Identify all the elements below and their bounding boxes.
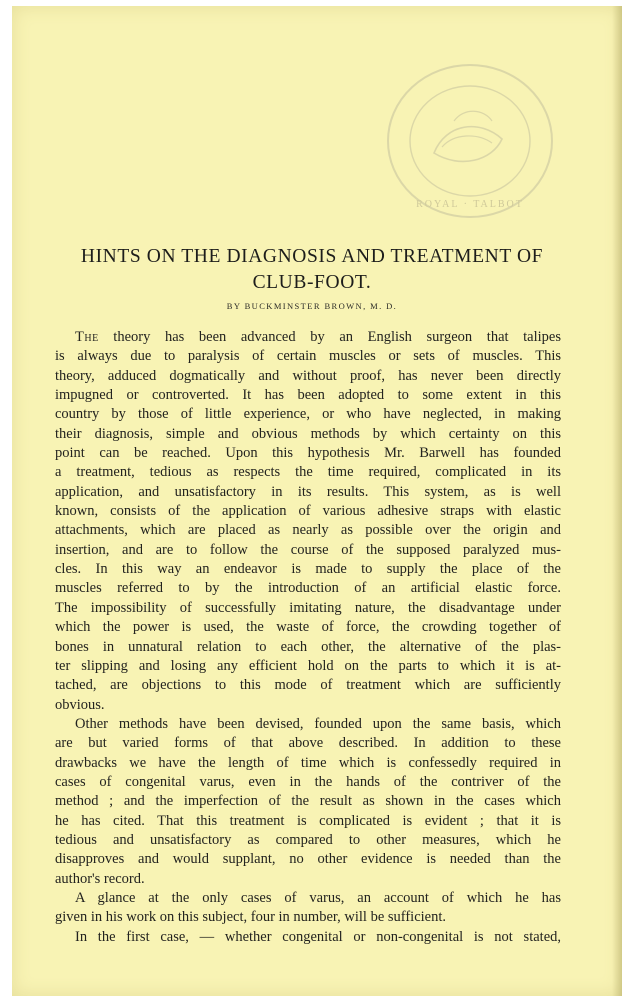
opening-word: The: [75, 329, 99, 345]
text-line: he has cited. That this treatment is complicated is evident ; that it is: [55, 812, 561, 829]
text-line: is always due to paralysis of certain muscles or sets of muscles. This: [55, 348, 561, 365]
text-line: Other methods have been devised, founded upon the same basis, which: [75, 715, 561, 732]
text-line: A glance at the only cases of varus, an account of which he has: [75, 889, 561, 906]
title-line: CLUB-FOOT.: [252, 272, 372, 293]
byline: BY BUCKMINSTER BROWN, M. D.: [226, 301, 398, 311]
text-line: cases of congenital varus, even in the hands of the contriver of the: [55, 773, 561, 790]
text-line: point can be reached. Upon this hypothesis Mr. Barwell has founded: [55, 445, 561, 462]
article-body: [55, 328, 561, 947]
text-line: impugned or controverted. It has been adopted to some extent in this: [55, 387, 561, 404]
text-line: obvious.: [55, 696, 105, 713]
title-line: HINTS ON THE DIAGNOSIS AND TREATMENT OF: [80, 246, 544, 267]
text-line: their diagnosis, simple and obvious methods by which certainty on this: [55, 425, 561, 442]
text-line: ter slipping and losing any efficient hold on the parts to which it is at-: [55, 657, 561, 674]
book-page: [12, 6, 622, 996]
text-line: bones in unnatural relation to each other, the alternative of the plas-: [55, 638, 561, 655]
stamp-text: ROYAL · TALBOT: [416, 199, 524, 210]
text-line: which the power is used, the waste of force, the crowding together of: [55, 619, 561, 636]
text-line: [55, 328, 561, 347]
text-line: The impossibility of successfully imitating nature, the disadvantage under: [55, 599, 561, 616]
text-line: tached, are objections to this mode of treatment which are sufficiently: [55, 677, 561, 694]
text-line: application, and unsatisfactory in its results. This system, as is well: [55, 483, 561, 500]
text-line: cles. In this way an endeavor is made to supply the place of the: [55, 561, 561, 578]
text-line: theory, adduced dogmatically and without proof, has never been directly: [55, 367, 561, 384]
text-line: insertion, and are to follow the course of the supposed paralyzed mus-: [55, 541, 561, 558]
library-stamp: [384, 61, 556, 221]
text-line: given in his work on this subject, four in number, will be sufficient.: [55, 909, 446, 926]
text-line: disapproves and would supplant, no other evidence is needed than the: [55, 851, 561, 868]
text-line: are but varied forms of that above described. In addition to these: [55, 735, 561, 752]
text-line: tedious and unsatisfactory as compared to other measures, which he: [55, 831, 561, 848]
text-line: country by those of little experience, or who have neglected, in making: [55, 406, 561, 423]
line-text: theory has been advanced by an English surgeon that talipes: [113, 329, 561, 345]
text-line: muscles referred to by the introduction of an artificial elastic force.: [55, 580, 561, 597]
text-line: known, consists of the application of various adhesive straps with elastic: [55, 503, 561, 520]
text-line: In the first case, — whether congenital or non-congenital is not stated,: [75, 928, 561, 945]
text-line: drawbacks we have the length of time which is confessedly required in: [55, 754, 561, 771]
text-line: attachments, which are placed as nearly as possible over the origin and: [55, 522, 561, 539]
text-line: author's record.: [55, 870, 145, 887]
text-line: method ; and the imperfection of the result as shown in the cases which: [55, 793, 561, 810]
text-line: a treatment, tedious as respects the time required, complicated in its: [55, 464, 561, 481]
article-title: [12, 244, 612, 296]
